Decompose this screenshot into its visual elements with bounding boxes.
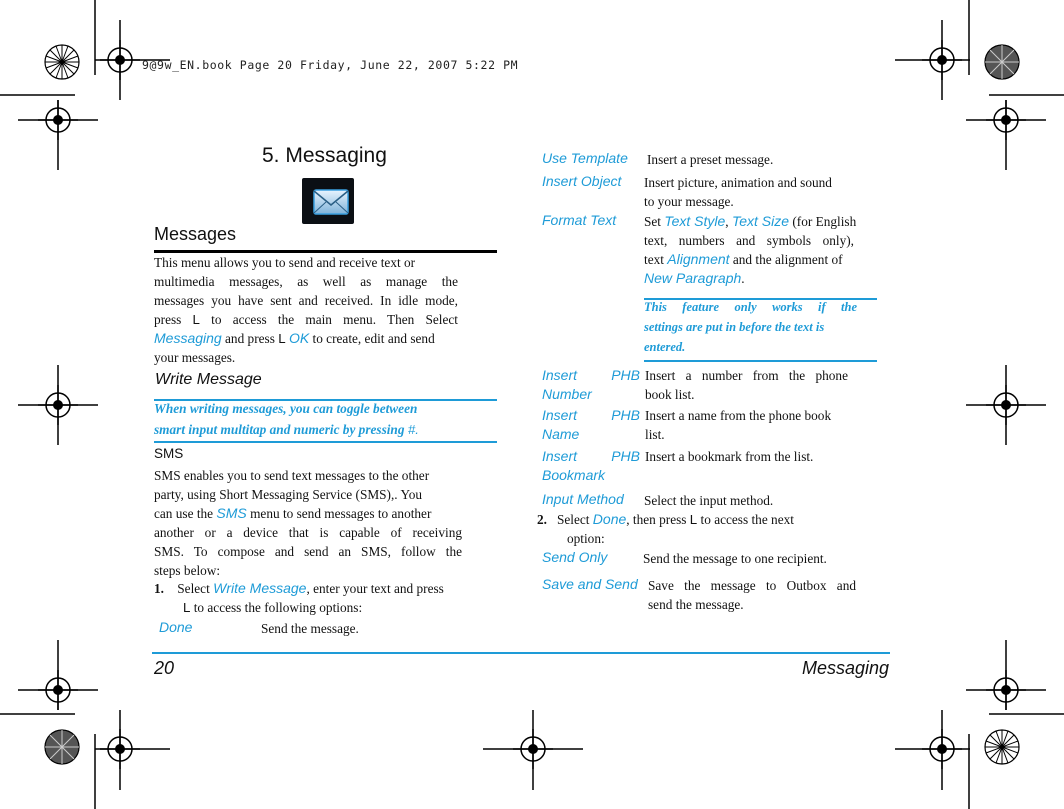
menu-key: L	[183, 600, 191, 615]
menu-key: L	[278, 331, 286, 346]
desc-line: Insert picture, animation and sound	[644, 175, 832, 190]
text: to create, edit and send	[312, 331, 435, 346]
step-line: option:	[567, 531, 605, 546]
sms-title: SMS	[154, 446, 184, 461]
done-term: Done	[159, 619, 193, 635]
text: (for English	[792, 214, 857, 229]
text: ,	[725, 214, 729, 229]
sms-line: SMS enables you to send text messages to the other	[154, 468, 430, 483]
term-messaging: Messaging	[154, 330, 222, 346]
term-write-message: Write Message	[213, 580, 307, 596]
text: , then press	[626, 512, 687, 527]
term-text-size: Text Size	[731, 213, 790, 229]
term-new-paragraph: New Paragraph	[644, 270, 742, 286]
insert-phb-number-term	[542, 366, 640, 404]
note-line: This feature only works if the	[644, 300, 857, 314]
term-line: Name	[542, 426, 580, 442]
intro-line	[154, 329, 458, 348]
text: text	[644, 252, 664, 267]
intro-line: your messages.	[154, 350, 236, 365]
send-only-desc: Send the message to one recipient.	[643, 551, 827, 566]
insert-phb-name-term	[542, 406, 640, 444]
note-line: entered.	[644, 340, 686, 354]
desc-line: list.	[645, 427, 665, 442]
chapter-title: 5. Messaging	[262, 144, 387, 167]
text: .	[741, 271, 745, 286]
term-line	[542, 406, 640, 425]
use-template-term: Use Template	[542, 150, 628, 166]
text: menu to send messages to another	[250, 506, 432, 521]
use-template-desc: Insert a preset message.	[647, 152, 774, 167]
text: can use the	[154, 506, 214, 521]
note-rule-bottom	[154, 441, 497, 443]
format-text-term: Format Text	[542, 212, 617, 228]
footer-rule	[152, 652, 890, 654]
envelope-icon	[302, 178, 354, 224]
sms-line: party, using Short Messaging Service (SMS),. You	[154, 487, 423, 502]
save-and-send-term: Save and Send	[542, 576, 638, 592]
text: , enter your text and press	[306, 581, 444, 596]
step-line	[154, 579, 484, 598]
input-method-term: Input Method	[542, 491, 624, 507]
format-text-desc	[644, 212, 874, 288]
text: Set	[644, 214, 661, 229]
step-line	[154, 598, 484, 617]
text: PHB	[611, 407, 640, 423]
sms-line: SMS. To compose and send an SMS, follow the	[154, 544, 462, 559]
term-done: Done	[592, 511, 627, 527]
text: Insert	[542, 448, 578, 464]
step-1	[154, 579, 484, 617]
sms-line: steps below:	[154, 563, 221, 578]
text: PHB	[611, 448, 640, 464]
text: Insert	[542, 367, 578, 383]
hash-key: #.	[407, 422, 419, 437]
term-line: Number	[542, 386, 592, 402]
step-2	[537, 510, 837, 548]
desc-line: send the message.	[648, 597, 744, 612]
desc-line	[644, 269, 874, 288]
menu-key: L	[192, 312, 200, 327]
intro-line: This menu allows you to send and receive text or	[154, 255, 416, 270]
insert-phb-number-desc	[645, 366, 848, 404]
note-line: When writing messages, you can toggle between	[154, 401, 418, 416]
text: Select	[177, 581, 210, 596]
text: to access the main menu. Then Select	[211, 312, 459, 327]
done-desc: Send the message.	[261, 621, 359, 636]
send-only-term: Send Only	[542, 549, 608, 565]
insert-phb-name-desc	[645, 406, 860, 444]
term-line	[542, 447, 640, 466]
term-line	[542, 366, 640, 385]
sms-line: another or a device that is capable of receiving	[154, 525, 462, 540]
text: and the alignment of	[732, 252, 843, 267]
sms-paragraph	[154, 466, 462, 580]
page-number: 20	[154, 658, 175, 678]
desc-line: to your message.	[644, 194, 734, 209]
desc-line: Insert a name from the phone book	[645, 408, 832, 423]
sms-line	[154, 504, 462, 523]
intro-line	[154, 310, 458, 329]
term-alignment: Alignment	[667, 251, 730, 267]
feature-note-rule-bottom	[644, 360, 877, 362]
desc-line: text, numbers and symbols only),	[644, 233, 854, 248]
desc-line	[644, 212, 874, 231]
intro-line: multimedia messages, as well as manage the	[154, 274, 458, 289]
term-sms: SMS	[216, 505, 247, 521]
step-number: 2.	[537, 512, 547, 527]
text: press	[154, 312, 182, 327]
insert-phb-bookmark-term	[542, 447, 640, 485]
print-header: 9@9w_EN.book Page 20 Friday, June 22, 2007 5:22 PM	[142, 58, 519, 72]
term-text-style: Text Style	[664, 213, 726, 229]
text: smart input multitap and numeric by pressing	[154, 422, 405, 437]
input-method-desc: Select the input method.	[644, 493, 774, 508]
note-line	[154, 419, 497, 440]
feature-note	[644, 297, 857, 357]
intro-line: messages you have sent and received. In idle mode,	[154, 293, 458, 308]
menu-key: L	[689, 512, 698, 527]
save-and-send-desc	[648, 576, 856, 614]
intro-paragraph	[154, 253, 458, 367]
text: PHB	[611, 367, 640, 383]
step-number: 1.	[154, 581, 164, 596]
desc-line: Insert a number from the phone	[645, 368, 848, 383]
insert-phb-bookmark-desc: Insert a bookmark from the list.	[645, 449, 814, 464]
text: to access the following options:	[193, 600, 363, 615]
step-line	[537, 510, 837, 529]
insert-object-term: Insert Object	[542, 173, 622, 189]
desc-line	[644, 250, 874, 269]
note-line: settings are put in before the text is	[644, 320, 825, 334]
write-message-title: Write Message	[155, 371, 262, 388]
desc-line: book list.	[645, 387, 695, 402]
insert-object-desc	[644, 173, 832, 211]
text: Insert	[542, 407, 578, 423]
text: to access the next	[700, 512, 794, 527]
term-ok: OK	[288, 330, 310, 346]
section-title: Messages	[154, 224, 237, 244]
text: and press	[225, 331, 275, 346]
footer-chapter: Messaging	[801, 658, 889, 678]
term-line: Bookmark	[542, 467, 606, 483]
write-note	[154, 398, 497, 440]
desc-line: Save the message to Outbox and	[648, 578, 856, 593]
text: Select	[556, 512, 590, 527]
